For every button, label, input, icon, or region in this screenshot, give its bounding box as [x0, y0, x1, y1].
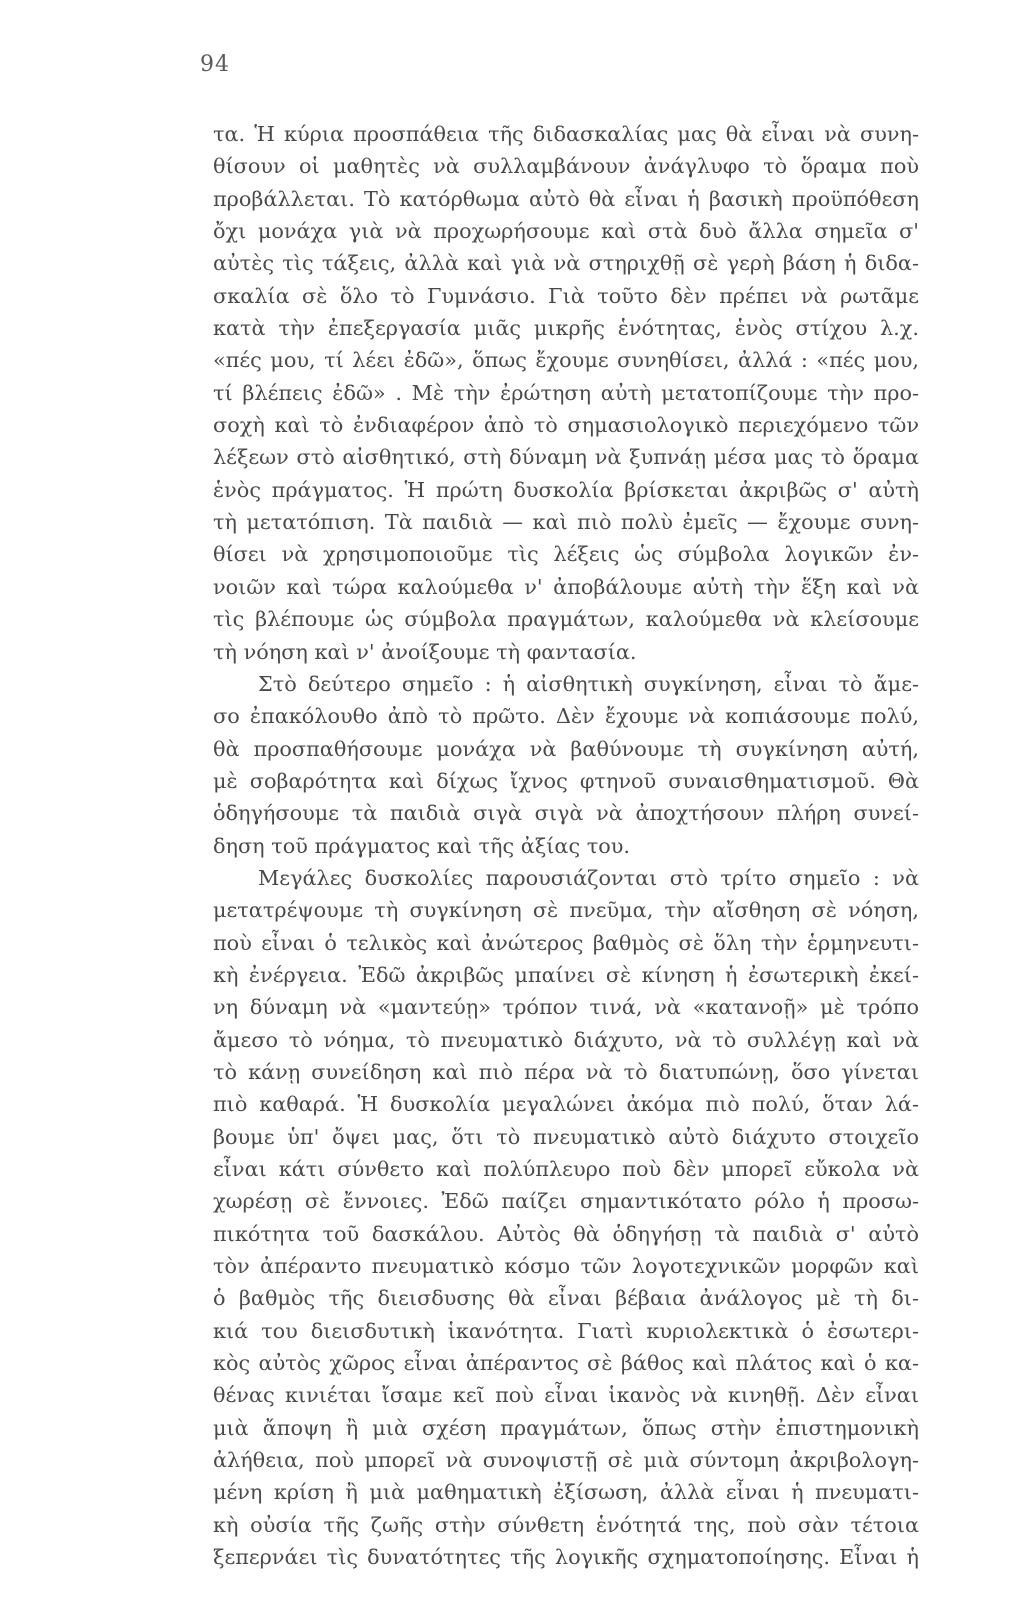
text-line: ξεπερνάει τὶς δυνατότητες τῆς λογικῆς σχηματοποίησης. Εἶναι ἡ — [213, 1545, 919, 1570]
text-line: κὴ ἐνέργεια. Ἐδῶ ἀκριβῶς μπαίνει σὲ κίνηση ἡ ἐσωτερικὴ ἐκεί- — [213, 962, 919, 987]
text-line: αὐτὲς τὶς τάξεις, ἀλλὰ καὶ γιὰ νὰ στηριχθῇ σὲ γερὴ βάση ἡ διδα- — [213, 251, 919, 276]
page-number: 94 — [200, 52, 230, 77]
text-line: ἄμεσο τὸ νόημα, τὸ πνευματικὸ διάχυτο, νὰ τὸ συλλέγῃ καὶ νὰ — [213, 1027, 919, 1052]
text-line: ποὺ εἶναι ὁ τελικὸς καὶ ἀνώτερος βαθμὸς σὲ ὅλη τὴν ἑρμηνευτι- — [213, 930, 919, 955]
text-line: ἑνὸς πράγματος. Ἡ πρώτη δυσκολία βρίσκεται ἀκριβῶς σ' αὐτὴ — [213, 477, 919, 502]
text-line: τὸ κάνῃ συνείδηση καὶ πιὸ πέρα νὰ τὸ διατυπώνῃ, ὅσο γίνεται — [213, 1059, 919, 1084]
text-line: μένη κρίση ἢ μιὰ μαθηματικὴ ἐξίσωση, ἀλλὰ εἶναι ἡ πνευματι- — [213, 1480, 919, 1505]
text-line: νοιῶν καὶ τώρα καλούμεθα ν' ἀποβάλουμε αὐτὴ τὴν ἕξη καὶ νὰ — [213, 574, 919, 599]
text-line: ὁ βαθμὸς τῆς διεισδυσης θὰ εἶναι βέβαια ἀνάλογος μὲ τὴ δι- — [213, 1286, 919, 1311]
text-line: σο ἐπακόλουθο ἀπὸ τὸ πρῶτο. Δὲν ἔχουμε νὰ κοπιάσουμε πολύ, — [213, 704, 919, 729]
text-line: «πές μου, τί λέει ἐδῶ», ὅπως ἔχουμε συνηθίσει, ἀλλά : «πές μου, — [213, 348, 919, 373]
paragraph-start-line: Στὸ δεύτερο σημεῖο : ἡ αἰσθητικὴ συγκίνηση, εἶναι τὸ ἄμε- — [258, 671, 919, 696]
text-line: ὁδηγήσουμε τὰ παιδιὰ σιγὰ σιγὰ νὰ ἀποχτήσουν πλήρη συνεί- — [213, 801, 919, 826]
text-line: θίσουν οἱ μαθητὲς νὰ συλλαμβάνουν ἀνάγλυφο τὸ ὅραμα ποὺ — [213, 154, 919, 179]
text-line: τὶς βλέπουμε ὡς σύμβολα πραγμάτων, καλούμεθα νὰ κλείσουμε — [213, 607, 919, 632]
text-line: χωρέσῃ σὲ ἔννοιες. Ἐδῶ παίζει σημαντικότατο ρόλο ἡ προσω- — [213, 1189, 919, 1214]
paragraph-start-line: Μεγάλες δυσκολίες παρουσιάζονται στὸ τρίτο σημεῖο : νὰ — [258, 865, 919, 890]
text-line: τὴ μετατόπιση. Τὰ παιδιὰ — καὶ πιὸ πολὺ ἐμεῖς — ἔχουμε συνη- — [213, 510, 919, 535]
text-line: κὴ οὐσία τῆς ζωῆς στὴν σύνθετη ἑνότητά της, ποὺ σὰν τέτοια — [213, 1512, 919, 1537]
text-line: λέξεων στὸ αἰσθητικό, στὴ δύναμη νὰ ξυπνάῃ μέσα μας τὸ ὅραμα — [213, 445, 919, 470]
text-line: προβάλλεται. Τὸ κατόρθωμα αὐτὸ θὰ εἶναι ἡ βασικὴ προϋπόθεση — [213, 186, 919, 211]
text-line: τί βλέπεις ἐδῶ» . Μὲ τὴν ἐρώτηση αὐτὴ μετατοπίζουμε τὴν προ- — [213, 380, 919, 405]
text-line: τα. Ἡ κύρια προσπάθεια τῆς διδασκαλίας μας θὰ εἶναι νὰ συνη- — [213, 122, 919, 146]
body-text — [213, 118, 919, 1606]
text-line: κὸς αὐτὸς χῶρος εἶναι ἀπέραντος σὲ βάθος καὶ πλάτος καὶ ὁ κα- — [213, 1351, 919, 1376]
text-line: πικότητα τοῦ δασκάλου. Αὐτὸς θὰ ὁδηγήσῃ τὰ παιδιὰ σ' αὐτὸ — [213, 1221, 919, 1246]
text-line: βουμε ὑπ' ὄψει μας, ὅτι τὸ πνευματικὸ αὐτὸ διάχυτο στοιχεῖο — [213, 1124, 919, 1149]
text-line: θίσει νὰ χρησιμοποιοῦμε τὶς λέξεις ὡς σύμβολα λογικῶν ἐν- — [213, 542, 919, 567]
text-line: σοχὴ καὶ τὸ ἐνδιαφέρον ἀπὸ τὸ σημασιολογικὸ περιεχόμενο τῶν — [213, 413, 919, 438]
text-line: θένας κινιέται ἴσαμε κεῖ ποὺ εἶναι ἱκανὸς νὰ κινηθῇ. Δὲν εἶναι — [213, 1383, 919, 1408]
text-line: νη δύναμη νὰ «μαντεύῃ» τρόπον τινά, νὰ «κατανοῇ» μὲ τρόπο — [213, 995, 919, 1020]
text-line: ἀλήθεια, ποὺ μπορεῖ νὰ συνοψιστῇ σὲ μιὰ σύντομη ἀκριβολογη- — [213, 1448, 919, 1473]
text-line: θὰ προσπαθήσουμε μονάχα νὰ βαθύνουμε τὴ συγκίνηση αὐτή, — [213, 736, 919, 761]
text-line: κατὰ τὴν ἐπεξεργασία μιᾶς μικρῆς ἑνότητας, ἑνὸς στίχου λ.χ. — [213, 316, 919, 341]
paragraph-end-line: τὴ νόηση καὶ ν' ἀνοίξουμε τὴ φαντασία. — [213, 639, 637, 664]
text-line: εἶναι κάτι σύνθετο καὶ πολύπλευρο ποὺ δὲν μπορεῖ εὔκολα νὰ — [213, 1157, 919, 1181]
text-line: μὲ σοβαρότητα καὶ δίχως ἴχνος φτηνοῦ συναισθηματισμοῦ. Θὰ — [213, 768, 919, 793]
text-line: πιὸ καθαρά. Ἡ δυσκολία μεγαλώνει ἀκόμα πιὸ πολύ, ὅταν λά- — [213, 1092, 919, 1117]
text-line: τὸν ἀπέραντο πνευματικὸ κόσμο τῶν λογοτεχνικῶν μορφῶν καὶ — [213, 1254, 919, 1279]
text-line — [213, 1573, 919, 1605]
text-line: μιὰ ἄποψη ἢ μιὰ σχέση πραγμάτων, ὅπως στὴν ἐπιστημονικὴ — [213, 1415, 919, 1440]
text-line: σκαλία σὲ ὅλο τὸ Γυμνάσιο. Γιὰ τοῦτο δὲν πρέπει νὰ ρωτᾶμε — [213, 283, 919, 308]
text-line: κιά του διεισδυτικὴ ἱκανότητα. Γιατὶ κυριολεκτικὰ ὁ ἐσωτερι- — [213, 1318, 919, 1343]
paragraph-end-line: δηση τοῦ πράγματος καὶ τῆς ἀξίας του. — [213, 833, 631, 858]
text-line: ὄχι μονάχα γιὰ νὰ προχωρήσουμε καὶ στὰ δυὸ ἄλλα σημεῖα σ' — [213, 219, 919, 244]
text-line: μετατρέψουμε τὴ συγκίνηση σὲ πνεῦμα, τὴν αἴσθηση σὲ νόηση, — [213, 898, 919, 923]
